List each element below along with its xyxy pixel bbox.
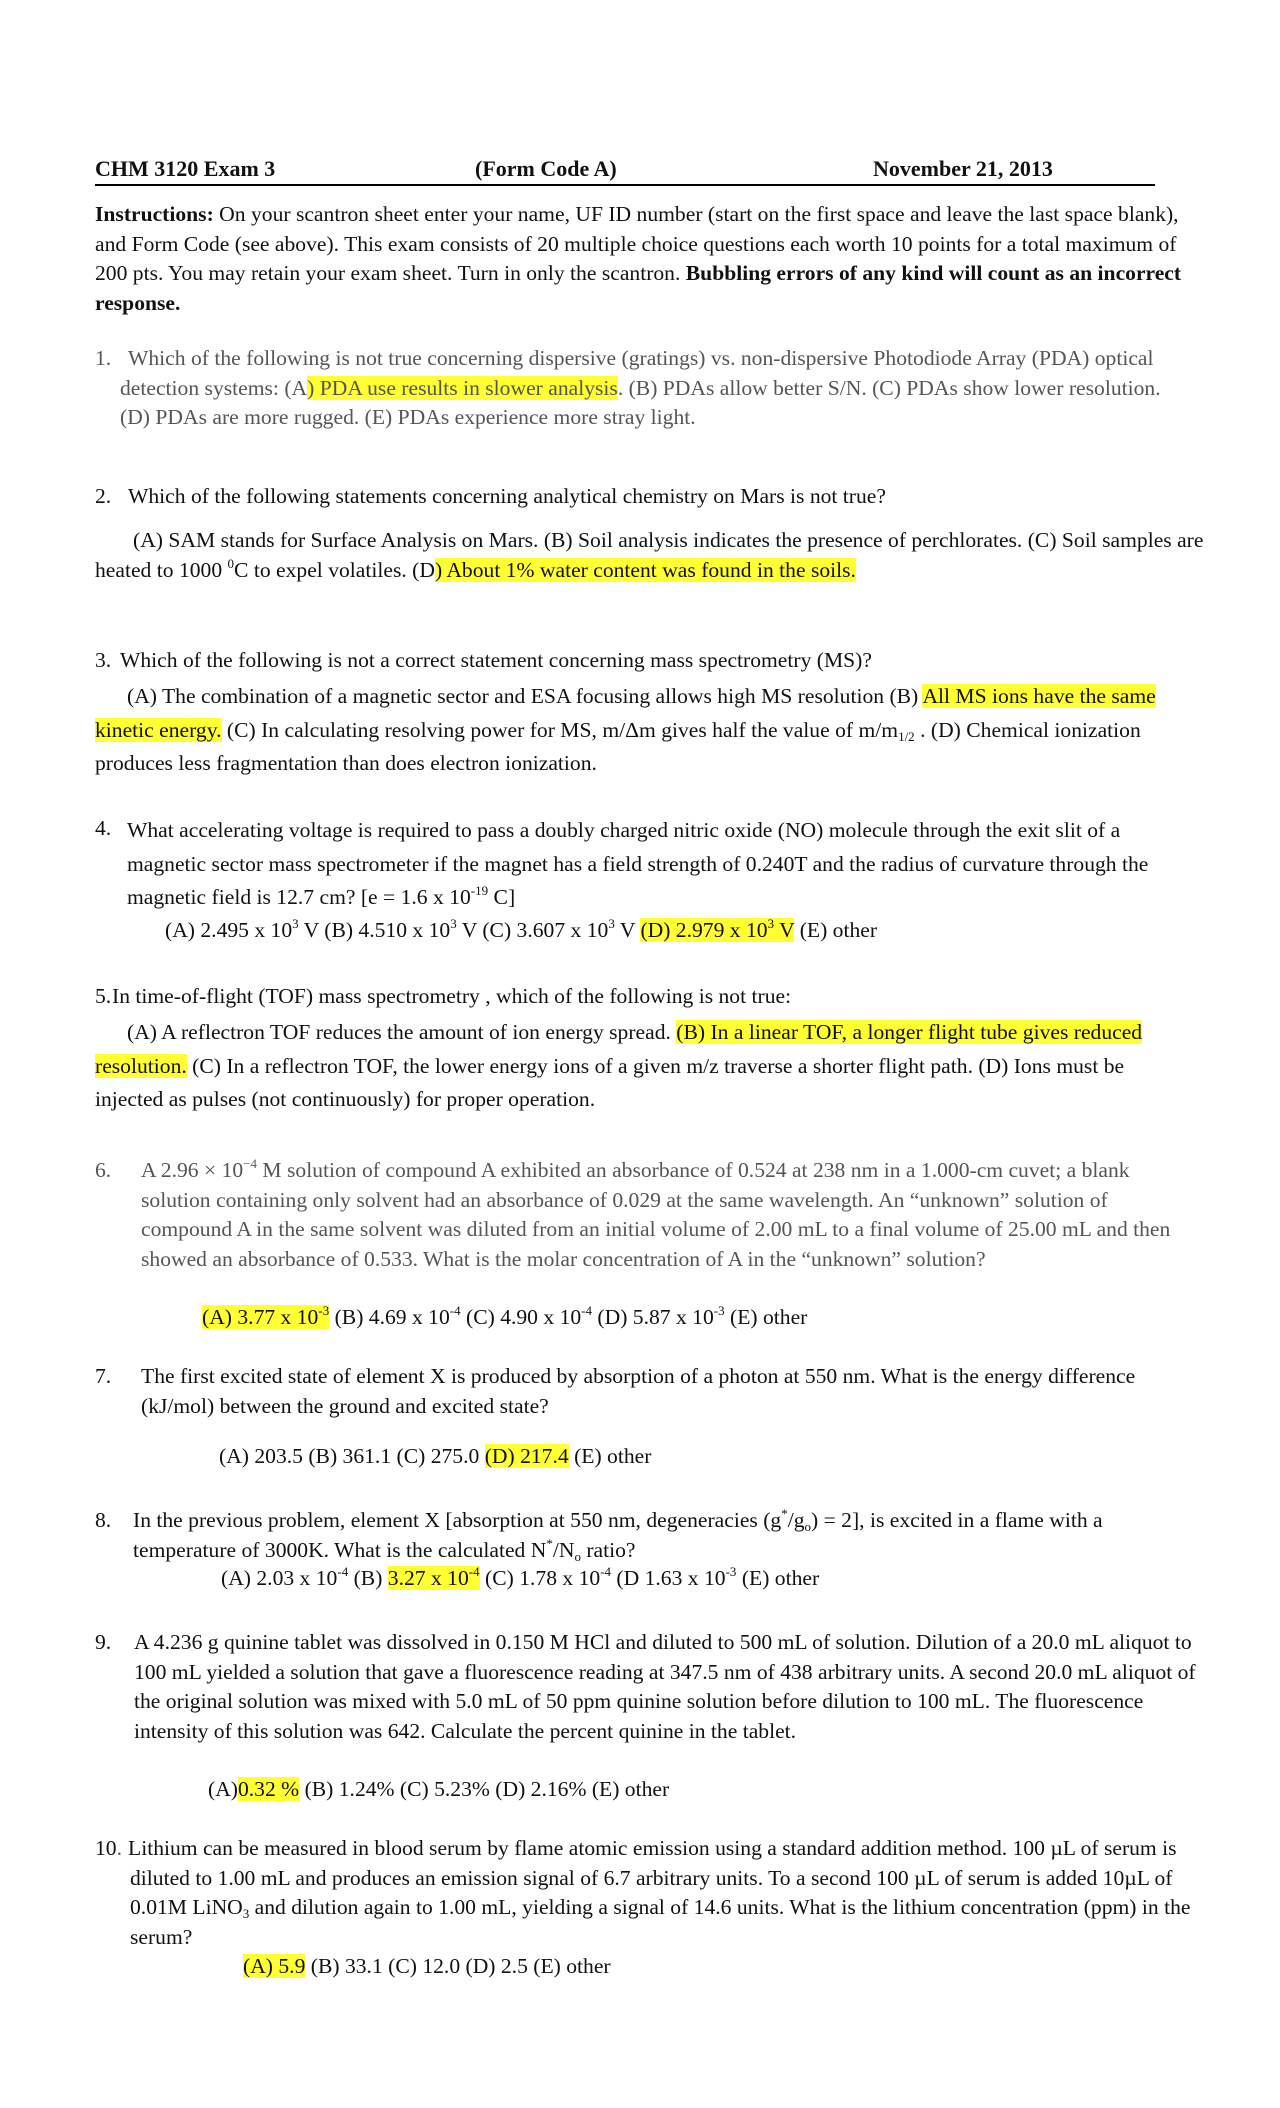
- q8-option-a: (A) 2.03 x 10: [221, 1566, 338, 1590]
- q8-option-c: (C) 1.78 x 10: [479, 1566, 601, 1590]
- form-code: (Form Code A): [475, 156, 617, 181]
- q4-option-c-unit: V: [614, 918, 641, 942]
- q2-options-mid: C to expel volatiles. (D: [234, 557, 435, 582]
- q10-stem-2: and dilution again to 1.00 mL, yielding a signal of 14.6 units. What is the lithium concentration (ppm) in the serum?: [130, 1895, 1191, 1949]
- exam-header: [95, 152, 1155, 186]
- q10-number-digits: 10: [95, 1836, 117, 1860]
- q1-stem: Which of the following is not true concerning dispersive (gratings) vs. non-dispersive Photodiode Array (PDA) optical detection systems: (A: [120, 346, 1154, 400]
- q8-option-b: (B): [348, 1566, 388, 1590]
- q6-options: [202, 1303, 807, 1333]
- q10-number-dot: .: [116, 1836, 122, 1860]
- q10-number: [95, 1834, 122, 1864]
- q5-options: [95, 1016, 1195, 1117]
- q6-highlighted-answer: [202, 1305, 329, 1329]
- q6-exp-d: -3: [713, 1303, 725, 1318]
- q2-degree-sup: 0: [227, 555, 235, 571]
- q9-stem: A 4.236 g quinine tablet was dissolved in 0.150 M HCl and diluted to 500 mL of solution. Dilution of a 20.0 mL aliquot to 100 mL yielded a solution that gave a fluorescence reading at 347.5 nm of 438 arbitrary units. A second 20.0 mL aliquot of the original solution was mixed with 5.0 mL of 50 ppm quinine solution before dilution to 100 mL. The fluorescence intensity of this solution was 642. Calculate the percent quinine in the tablet.: [134, 1630, 1196, 1743]
- q10-stem-1: Lithium can be measured in blood serum by flame atomic emission using a standard addition method. 100 µL of serum is diluted to 1.00 mL and produces an emission signal of 6.7 arbitrary units. To a second 100 µL of serum is added 10µL of 0.01M LiNO: [128, 1836, 1177, 1919]
- q4-option-d: (D) 2.979 x 10: [640, 918, 768, 942]
- q3-half-sub: 1/2: [898, 728, 915, 744]
- q8-g-star: *: [781, 1506, 788, 1521]
- q4-options: [165, 916, 877, 946]
- q2-options-text: (A) SAM stands for Surface Analysis on Mars. (B) Soil analysis indicates the presence of perchlorates. (C) Soil samples are heated to 1000: [95, 528, 1204, 582]
- q7-highlighted-answer: (D) 217.4: [484, 1444, 569, 1468]
- q4-option-a: (A) 2.495 x 10: [165, 918, 293, 942]
- q9-number: 9.: [95, 1630, 112, 1654]
- q6-option-a: (A) 3.77 x 10: [202, 1305, 319, 1329]
- q8-option-b-value: 3.27 x 10: [387, 1566, 469, 1590]
- q9-options-rest: (B) 1.24% (C) 5.23% (D) 2.16% (E) other: [299, 1777, 670, 1801]
- q2-number: 2.: [95, 484, 112, 508]
- q7-options: [219, 1442, 651, 1472]
- q4-stem-text: What accelerating voltage is required to pass a doubly charged nitric oxide (NO) molecule through the exit slit of a magnetic sector mass spectrometer if the magnet has a field strength of 0.240T and the radius of curvature through the magnetic field is 12.7 cm? [e = 1.6 x 10: [127, 818, 1149, 909]
- q5-highlighted-answer: (B) In a linear TOF, a longer flight tube gives reduced resolution.: [95, 1020, 1143, 1078]
- q8-stem-4: /N: [552, 1537, 575, 1562]
- q4-exp-d: 3: [767, 916, 775, 931]
- q7-number: 7.: [95, 1364, 112, 1388]
- q8-stem-1: In the previous problem, element X [absorption at 550 nm, degeneracies (g: [133, 1508, 782, 1532]
- q6-number: 6.: [95, 1158, 112, 1182]
- q3-options: [95, 680, 1195, 781]
- q1-text: [120, 344, 1195, 433]
- q8-exp-d: -3: [725, 1564, 737, 1579]
- instructions-warning: Bubbling errors of any kind will count as an incorrect response.: [95, 261, 1182, 315]
- q4-exp-c: 3: [608, 916, 615, 931]
- q5-stem: In time-of-flight (TOF) mass spectrometry , which of the following is not true:: [112, 984, 792, 1008]
- q3-stem: Which of the following is not a correct statement concerning mass spectrometry (MS)?: [120, 648, 872, 672]
- q5-options-end: (C) In a reflectron TOF, the lower energy ions of a given m/z traverse a shorter flight path. (D) Ions must be injected as pulses (not continuously) for proper operation.: [95, 1053, 1125, 1111]
- q4-option-e: (E) other: [794, 918, 878, 942]
- q8-n-star: *: [546, 1535, 553, 1551]
- q10-stem: [130, 1834, 1200, 1952]
- q4-option-d-unit: V: [774, 918, 795, 942]
- q4-highlighted-answer: [640, 918, 794, 942]
- q8-number: 8.: [95, 1508, 112, 1532]
- q10-options: [243, 1952, 611, 1982]
- q9-options: [208, 1775, 669, 1805]
- instructions: [95, 200, 1195, 318]
- q1-highlighted-answer: ) PDA use results in slower analysis: [307, 375, 618, 400]
- instructions-body: On your scantron sheet enter your name, UF ID number (start on the first space and leave the last space blank), and Form Code (see above). This exam consists of 20 multiple choice questions each worth 10 points for a total maximum of 200 pts. You may retain your exam sheet. Turn in only the scantron.: [95, 202, 1179, 285]
- q2-stem: Which of the following statements concerning analytical chemistry on Mars is not true?: [128, 484, 886, 508]
- instructions-label: Instructions:: [95, 202, 214, 226]
- q6-stem: [141, 1156, 1196, 1274]
- q8-stem: [133, 1506, 1173, 1565]
- q8-option-e: (E) other: [736, 1566, 820, 1590]
- q6-exp-b: -4: [449, 1303, 461, 1318]
- q3-options-text: (A) The combination of a magnetic sector and ESA focusing allows high MS resolution (B): [127, 684, 923, 708]
- q9-option-a: (A): [208, 1777, 238, 1801]
- q4-option-b: V (B) 4.510 x 10: [298, 918, 451, 942]
- q6-stem-text: A 2.96 × 10: [141, 1158, 244, 1182]
- q4-number: 4.: [95, 816, 112, 840]
- q3-highlighted-answer: All MS ions have the same kinetic energy.: [95, 684, 1156, 742]
- q9-highlighted-answer: 0.32 %: [237, 1777, 300, 1801]
- q6-option-d: (D) 5.87 x 10: [592, 1305, 714, 1329]
- q8-options: [221, 1564, 819, 1594]
- q7-option-e: (E) other: [568, 1444, 652, 1468]
- q8-n-sub: o: [574, 1548, 581, 1564]
- q6-option-c: (C) 4.90 x 10: [460, 1305, 582, 1329]
- q4-stem-end: C]: [488, 885, 516, 909]
- q4-charge-exp: -19: [470, 883, 489, 898]
- q8-exp-b: -4: [468, 1564, 480, 1579]
- q8-highlighted-answer: [388, 1566, 480, 1590]
- q1-options: . (B) PDAs allow better S/N. (C) PDAs show lower resolution. (D) PDAs are more rugged. (E) PDAs experience more stray light.: [120, 375, 1161, 429]
- q2-options: [95, 526, 1205, 585]
- q8-exp-c: -4: [600, 1564, 612, 1579]
- q10-nitrate-sub: 3: [242, 1906, 250, 1921]
- q3-number: 3.: [95, 648, 112, 672]
- q4-exp-a: 3: [292, 916, 299, 931]
- q6-option-e: (E) other: [724, 1305, 808, 1329]
- q8-exp-a: -4: [337, 1564, 349, 1579]
- q8-option-d: (D 1.63 x 10: [611, 1566, 726, 1590]
- q6-exp-c: -4: [581, 1303, 593, 1318]
- q4-stem: [127, 814, 1197, 915]
- q5-number: 5.: [95, 984, 112, 1008]
- q2-highlighted-answer: ) About 1% water content was found in the soils.: [434, 557, 856, 582]
- q5-options-text: (A) A reflectron TOF reduces the amount of ion energy spread.: [127, 1020, 677, 1044]
- q7-stem: The first excited state of element X is produced by absorption of a photon at 550 nm. What is the energy difference (kJ/mol) between the ground and excited state?: [141, 1364, 1136, 1418]
- q6-stem-exp: −4: [243, 1156, 258, 1171]
- q4-option-c: V (C) 3.607 x 10: [456, 918, 609, 942]
- q6-option-b: (B) 4.69 x 10: [329, 1305, 450, 1329]
- course-title: CHM 3120 Exam 3: [95, 156, 276, 181]
- q7-options-text: (A) 203.5 (B) 361.1 (C) 275.0: [219, 1444, 485, 1468]
- exam-date: November 21, 2013: [873, 156, 1053, 181]
- q8-stem-3: ) = 2], is excited in a flame with a temperature of 3000K. What is the calculated N: [133, 1508, 1103, 1562]
- q6-exp-a: -3: [318, 1303, 330, 1318]
- q10-highlighted-answer: (A) 5.9: [243, 1954, 306, 1978]
- q10-options-rest: (B) 33.1 (C) 12.0 (D) 2.5 (E) other: [305, 1954, 611, 1978]
- q8-g-sub: o: [804, 1519, 812, 1534]
- q6-stem-body: M solution of compound A exhibited an absorbance of 0.524 at 238 nm in a 1.000-cm cuvet; a blank solution containing only solvent had an absorbance of 0.029 at the same wavelength. An “unknown” solution of compound A in the same solvent was diluted from an initial volume of 2.00 mL to a final volume of 25.00 mL and then showed an absorbance of 0.533. What is the molar concentration of A in the “unknown” solution?: [141, 1158, 1171, 1271]
- q3-options-mid: (C) In calculating resolving power for MS, m/Δm gives half the value of m/m: [221, 717, 899, 742]
- q8-stem-5: ratio?: [580, 1537, 636, 1562]
- q1-number: 1.: [95, 346, 112, 370]
- q8-stem-2: /g: [787, 1508, 805, 1532]
- q3-options-end: . (D) Chemical ionization produces less fragmentation than does electron ionization.: [95, 717, 1141, 775]
- q4-exp-b: 3: [450, 916, 457, 931]
